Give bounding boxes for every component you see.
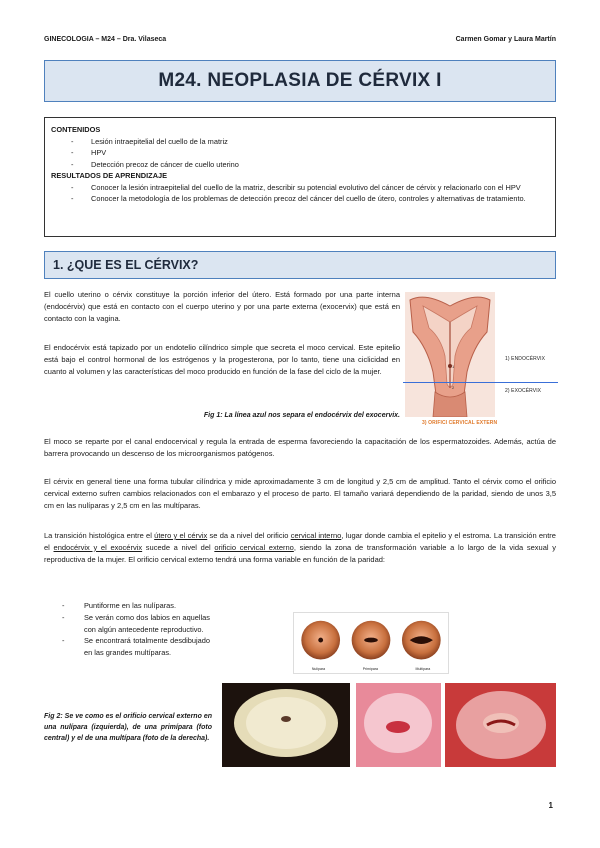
fig2-caption: Fig 2: Se ve como es el orificio cervical externo en una nulípara (izquierda), de una primípara (foto central) y el de una multípara (foto de la derecha). [44, 713, 212, 742]
contents-heading: CONTENIDOS [51, 125, 101, 134]
photo-primipara [356, 683, 441, 767]
contents-item: - Detección precoz de cáncer de cuello uterino [51, 159, 549, 171]
label-primipara: Primípara [362, 667, 378, 671]
cervix-anatomy-image [405, 292, 495, 417]
results-item: - Conocer la lesión intraepitelial del cuello de la matriz, describir su potencial evolutivo del cáncer de cérvix y relacionarlo con el HPV [51, 182, 549, 194]
label-multipara: Multípara [415, 667, 431, 671]
results-list [51, 182, 549, 205]
drawing-labels [293, 667, 449, 671]
page-number: 1 [548, 801, 553, 810]
results-item: - Conocer la metodología de los problemas de detección precoz del cáncer del cuello de útero, controles y alternativas de tratamiento. [51, 193, 549, 205]
paragraph-5: La transición histológica entre el útero y el cérvix se da a nivel del orificio cervical interno, lugar donde cambia el epitelio y el estroma. La transición entre el endocérvix y el exocérvix sucede a nivel del orificio cervical externo, siendo la zona de transformación variable a lo largo de la vida sexual y reproductiva de la mujer. El orificio cervical externo tendrá una forma variable en función de la paridad: [44, 531, 556, 564]
contents-list [51, 136, 549, 171]
page-header [44, 36, 556, 43]
header-right: Carmen Gomar y Laura Martín [455, 36, 556, 43]
label-nulipara: Nulípara [311, 667, 326, 671]
section-heading: 1. ¿QUE ES EL CÉRVIX? [44, 251, 556, 279]
page-title: M24. NEOPLASIA DE CÉRVIX I [44, 60, 556, 102]
label-orifice: 3) ORIFICI CERVICAL EXTERN [422, 420, 498, 426]
list-item: - Se verán como dos labios en aquellas con algún antecedente reproductivo. [60, 612, 210, 636]
label-exocervix: 2) EXOCÉRVIX [505, 388, 542, 394]
photo-nulipara [222, 683, 350, 767]
list-item: - Puntiforme en las nulíparas. [60, 600, 210, 612]
paragraph-3: El moco se reparte por el canal endocervical y regula la entrada de esperma favoreciendo la capacitación de los espermatozoides. Además, actúa de barrera provocando un descenso de los microorganismos patógenos. [44, 437, 556, 458]
contents-item: - HPV [51, 147, 549, 159]
fig1-caption: Fig 1: La línea azul nos separa el endocérvix del exocervix. [203, 412, 400, 419]
svg-text:1: 1 [452, 364, 455, 369]
svg-text:2: 2 [452, 385, 455, 390]
label-endocervix: 1) ENDOCÉRVIX [505, 356, 546, 362]
header-left: GINECOLOGIA – M24 – Dra. Vilaseca [44, 36, 167, 43]
paragraph-4: El cérvix en general tiene una forma tubular cilíndrica y mide aproximadamente 3 cm de longitud y 2,5 cm de amplitud. Tanto el cérvix como el orificio cervical externo sufren cambios relacionados con el embarazo y el proceso de parto. El tamaño variará dependiendo de la paridad, siendo de unos 3,5 cm en las nulíparas y 2,5 cm en las multíparas. [44, 477, 556, 510]
parity-list [60, 600, 210, 659]
paragraph-1: El cuello uterino o cérvix constituye la porción inferior del útero. Está formado por una parte interna (endocérvix) que está en contacto con el cuerpo uterino y por una parte externa (exocervix) que está en contacto con la vagina. [44, 290, 400, 323]
cervix-parity-drawings [293, 612, 449, 674]
list-item: - Se encontrará totalmente desdibujado en las grandes multíparas. [60, 635, 210, 659]
separator-line [403, 382, 558, 383]
photo-multipara [445, 683, 556, 767]
results-heading: RESULTADOS DE APRENDIZAJE [51, 171, 168, 180]
contents-item: - Lesión intraepitelial del cuello de la matriz [51, 136, 549, 148]
contents-box [44, 117, 556, 237]
paragraph-2: El endocérvix está tapizado por un endotelio cilíndrico simple que secreta el moco cervical. Este epitelio está bajo el control hormonal de los estrógenos y la progesterona, por lo tanto, tiene una ciclicidad en cuanto al volumen y las características del moco producido en función de la fase del ciclo de la mujer. [44, 343, 400, 376]
